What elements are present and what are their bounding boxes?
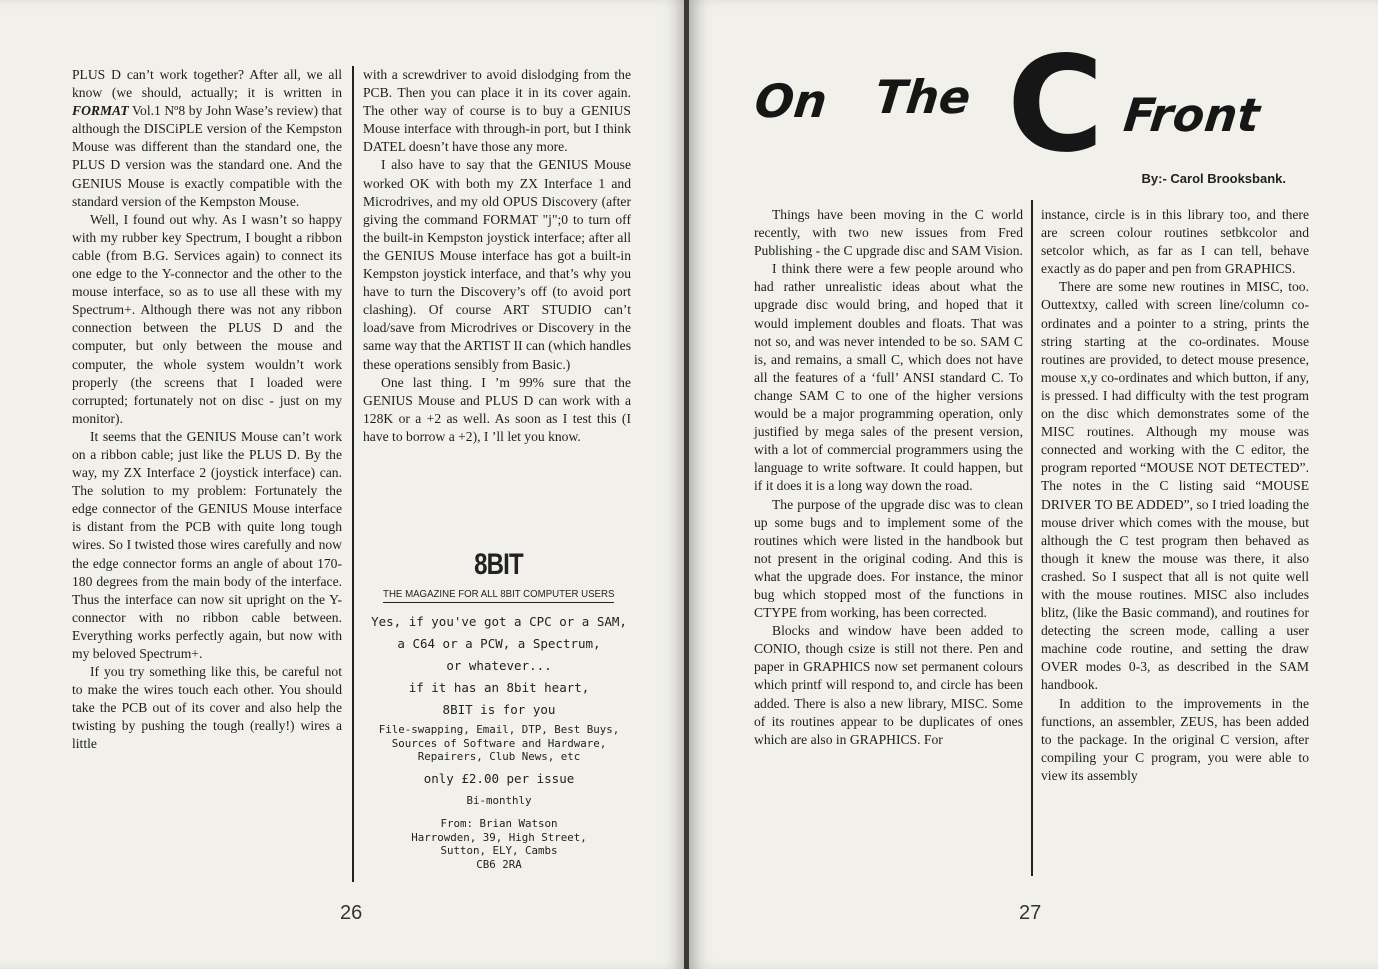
paragraph: It seems that the GENIUS Mouse can’t work on a ribbon cable; just like the PLUS D. By the way, my ZX Interface 2 (joystick interface) can. The solution to my problem: Fortunately the edge connector of the GENIUS Mouse interface is distant from the PCB with quite long tough wires. So I twisted those wires carefully and now the edge connector forms an angle of about 170-180 degrees from the main body of the interface. Thus the interface can now sit upright on the Y-connector with no ribbon cable between. Everything works perfectly again, but now with my beloved Spectrum+. <box>72 428 342 661</box>
ad-service-line: Sources of Software and Hardware, <box>391 736 607 750</box>
paragraph: I also have to say that the GENIUS Mouse worked OK with both my ZX Interface 1 and Microdrives, and my old OPUS Discovery (after giving the command FORMAT "j";0 to turn off the built-in Kempston joystick interface; after all the GENIUS Mouse interface has got a built-in Kempston joystick interface, and that’s why you have to turn the Discovery’s off (to avoid port clashing). Of course ART STUDIO can’t load/save from Microdrives or Discovery in the same way that the ARTIST II can (which handles these operations sensibly from Basic.) <box>363 157 631 372</box>
ad-pitch <box>364 611 634 721</box>
8bit-logo: 8BIT <box>474 548 524 581</box>
paragraph: If you try something like this, be careful not to make the wires touch each other. You should take the PCB out of its cover and also help the twisting by pushing the tough (really!) wires a little <box>72 664 342 752</box>
byline: By:- Carol Brooksbank. <box>1141 171 1286 186</box>
ad-line: if it has an 8bit heart, <box>408 680 590 695</box>
paragraph: instance, circle is in this library too, and there are screen colour routines setbkcolor and setcolor which, as far as I can tell, behave exactly as do paper and pen from GRAPHICS. <box>1041 207 1309 277</box>
ad-address-line: From: Brian Watson <box>440 817 558 830</box>
ad-address-line: Sutton, ELY, Cambs <box>440 844 558 857</box>
ad-line: or whatever... <box>446 658 552 673</box>
page-number-left: 26 <box>340 902 363 924</box>
8bit-advertisement <box>364 548 634 871</box>
ad-address <box>364 817 634 871</box>
ad-service-line: Repairers, Club News, etc <box>417 750 581 763</box>
column-divider <box>352 66 354 882</box>
paragraph: The purpose of the upgrade disc was to clean up some bugs and to implement some of the routines which were listed in the handbook but not present in the original coding. And this is what the upgrade does. For instance, the minor bug which stopped most of the functions in CTYPE from working, has been corrected. <box>754 496 1023 621</box>
column-divider <box>1031 200 1033 876</box>
paragraph: with a screwdriver to avoid dislodging from the PCB. Then you can place it in its cover again. The other way of course is to buy a GENIUS Mouse interface with through-in port, but I think DATEL doesn’t have those any more. <box>363 67 631 155</box>
ad-price: only £2.00 per issue <box>423 770 575 786</box>
ad-line: a C64 or a PCW, a Spectrum, <box>397 636 601 651</box>
paragraph: In addition to the improvements in the functions, an assembler, ZEUS, has been added to the package. In the original C version, after compiling your C program, you were able to view its assembly <box>1041 695 1309 783</box>
ad-services <box>364 723 634 764</box>
page-number-right: 27 <box>1019 902 1042 924</box>
left-column-1 <box>72 66 342 754</box>
title-word-the: The <box>872 70 974 124</box>
paragraph: Things have been moving in the C world recently, with two new issues from Fred Publishing - the C upgrade disc and SAM Vision. <box>754 207 1023 259</box>
paragraph: One last thing. I ’m 99% sure that the GENIUS Mouse and PLUS D can work with a 128K or a +2 as well. As soon as I test this (I have to borrow a +2), I ’ll let you know. <box>363 374 631 444</box>
paragraph: Blocks and window have been added to CONIO, though csize is still not there. Pen and paper in GRAPHICS now set permanent colours which printf will respond to, and circle has been added. There is also a new library, MISC. Some of its routines appear to be duplicates of ones which are also in GRAPHICS. For <box>754 623 1023 747</box>
ad-address-line: Harrowden, 39, High Street, <box>411 830 587 844</box>
left-page <box>0 0 686 969</box>
ad-address-line: CB6 2RA <box>476 857 522 871</box>
ad-frequency: Bi-monthly <box>466 793 532 807</box>
paragraph: Well, I found out why. As I wasn’t so happy with my rubber key Spectrum, I bought a ribbon cable (from B.G. Services again) to connect its one edge to the Y-connector and the other to the mouse interface, so as to use all these with my Spectrum+. Although there was not any ribbon connection between the PLUS D and the computer, but only between the mouse and computer, the whole system wouldn’t work properly (the screens that I loaded were corrupted; fortunately not on disc - just on my monitor). <box>72 211 342 426</box>
paragraph: I think there were a few people around who had rather unrealistic ideas about what the upgrade disc would bring, and hoped that it would implement doubles and floats. That was not so, and was never intended to be so. SAM C is, and remains, a small C, which does not have all the features of a ‘full’ ANSI standard C. To change SAM C to one of the higher versions would be a major programming operation, only justified by mega sales of the present version, with a lot of commercial programmers using the language to write software. It could happen, but if it does it is a long way down the road. <box>754 261 1023 494</box>
left-column-2 <box>363 66 631 446</box>
right-page <box>689 0 1378 969</box>
right-column-2 <box>1041 206 1309 785</box>
ad-line: 8BIT is for you <box>442 702 556 717</box>
ad-line: Yes, if you've got a CPC or a SAM, <box>371 614 627 629</box>
title-word-c: C <box>1007 28 1104 182</box>
paragraph: PLUS D can’t work together? After all, we all know (we should, actually; it is written in FORMAT Vol.1 Nº8 by John Wase’s review) that although the DISCiPLE version of the Kempston Mouse was different than the standard one, the PLUS D version was the standard one. And the GENIUS Mouse is exactly compatible with the standard version of the Kempston Mouse. <box>72 67 342 209</box>
title-word-front: Front <box>1121 88 1263 142</box>
title-word-on: On <box>752 74 830 128</box>
ad-service-line: File-swapping, Email, DTP, Best Buys, <box>378 723 620 736</box>
right-column-1 <box>754 206 1023 749</box>
paragraph: There are some new routines in MISC, too. Outtextxy, called with screen line/column co-ordinates and a pointer to a string, prints the string starting at the co-ordinates. Mouse routines are provided, to detect mouse presence, mouse x,y co-ordinates and which button, if any, is pressed. I had difficulty with the test program on the disc which demonstrates some of the MISC routines. Although my mouse was connected and working with the C editor, the program reported “MOUSE NOT DETECTED”. The notes in the C listing said “MOUSE DRIVER TO BE ADDED”, so I tried loading the mouse driver which comes with the mouse, but although the C test program then behaved as though it knew the mouse was there, it also crashed. So I suspect that all is not quite well with the mouse routines. MISC also includes blitz, (like the Basic command), and routines for detecting the screen mode, calling a user machine code routine, and setting the draw OVER modes 0-3, as described in the SAM handbook. <box>1041 279 1309 693</box>
8bit-tagline: THE MAGAZINE FOR ALL 8BIT COMPUTER USERS <box>383 588 614 603</box>
